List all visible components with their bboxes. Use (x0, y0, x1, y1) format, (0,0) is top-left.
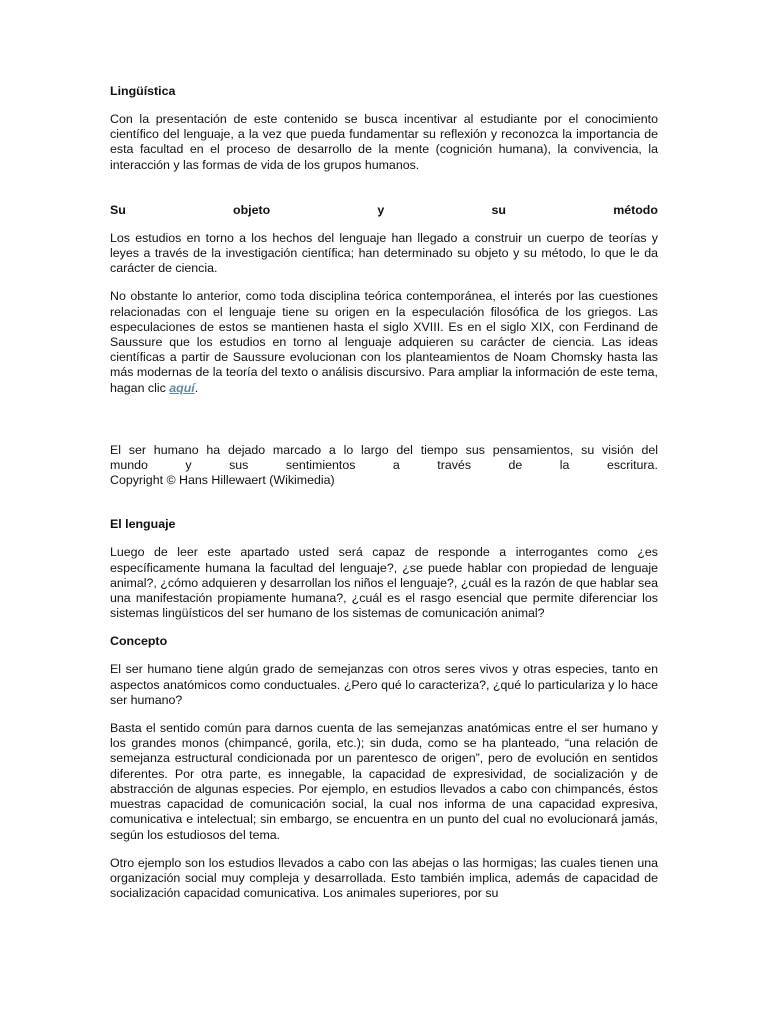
objeto-paragraph-2-text: No obstante lo anterior, como toda disciplina teórica contemporánea, el interés por las cuestiones relacionadas con el lenguaje tiene su origen en la especulación filosófica de los griegos. Las especulaciones de estos se mantienen hasta el siglo XVIII. Es en el siglo XIX, con Ferdinand de Saussure que los estudios en torno al lenguaje adquieren su carácter de ciencia. Las ideas científicas a partir de Saussure evolucionan con los planteamientos de Noam Chomsky hasta las más modernas de la teoría del texto o análisis discursivo. Para ampliar la información de este tema, hagan clic (110, 289, 658, 395)
concepto-paragraph-3: Otro ejemplo son los estudios llevados a cabo con las abejas o las hormigas; las cuales tienen una organización social muy compleja y desarrollada. Esto también implica, además de capacidad de socialización capacidad comunicativa. Los animales superiores, por su (110, 855, 658, 901)
heading-word: su (491, 202, 506, 217)
copyright-line: Copyright © Hans Hillewaert (Wikimedia) (110, 473, 335, 488)
objeto-paragraph-2-end: . (194, 380, 199, 395)
caption-word: escritura. (606, 458, 658, 473)
caption-word: la (559, 458, 570, 473)
image-caption (110, 443, 658, 489)
concepto-paragraph-2: Basta el sentido común para darnos cuenta de las semejanzas anatómicas entre el ser humano y los grandes monos (chimpancé, gorila, etc.); sin duda, como se ha planteado, “una relación de semejanza estructural condicionada por un parentesco de origen”, pero de evolución en sentidos diferentes. Por otra parte, es innegable, la capacidad de expresividad, de socialización y de abstracción de algunas especies. Por ejemplo, en estudios llevados a cabo con chimpancés, éstos muestras capacidad de comunicación social, la cual nos informa de una capacidad expresiva, comunicativa e intelectual; sin embargo, se encuentra en un punto del cual no evolucionará jamás, según los estudiosos del tema. (110, 721, 658, 842)
caption-word: de (508, 458, 523, 473)
section-heading-concepto: Concepto (110, 634, 168, 649)
caption-word: sus (229, 458, 249, 473)
caption-word: mundo (110, 458, 148, 473)
caption-word: través (437, 458, 472, 473)
heading-su-objeto-y-su-metodo (110, 203, 658, 218)
intro-paragraph: Con la presentación de este contenido se busca incentivar al estudiante por el conocimiento científico del lenguaje, a la vez que pueda fundamentar su reflexión y reconozca la importancia de esta facultad en el proceso de desarrollo de la mente (cognición humana), la convivencia, la interacción y las formas de vida de los grupos humanos. (110, 112, 658, 172)
heading-word: Su (110, 202, 126, 217)
heading-word: y (377, 202, 385, 217)
document-page (110, 84, 658, 901)
concepto-paragraph-1: El ser humano tiene algún grado de semejanzas con otros seres vivos y otras especies, tanto en aspectos anatómicos como conductuales. ¿Pero qué lo caracteriza?, ¿qué lo particulariza y lo hace ser humano? (110, 662, 658, 707)
lenguaje-paragraph-1: Luego de leer este apartado usted será capaz de responde a interrogantes como ¿es específicamente humana la facultad del lenguaje?, ¿se puede hablar con propiedad de lenguaje animal?, ¿cómo adquieren y desarrollan los niños el lenguaje?, ¿cuál es la razón de que hablar sea una manifestación propiamente humana?, ¿cuál es el rasgo esencial que permite diferenciar los sistemas lingüísticos del ser humano de los sistemas de comunicación animal? (110, 545, 658, 621)
caption-line-1 (110, 458, 658, 473)
heading-word: objeto (233, 202, 271, 217)
aqui-link[interactable]: aquí (169, 380, 195, 395)
caption-line-0: El ser humano ha dejado marcado a lo largo del tiempo sus pensamientos, su visión del (110, 442, 658, 457)
section-heading-lenguaje: El lenguaje (110, 517, 176, 532)
heading-word: método (613, 202, 658, 217)
caption-word: sentimientos (285, 458, 356, 473)
objeto-paragraph-1: Los estudios en torno a los hechos del lenguaje han llegado a construir un cuerpo de teorías y leyes a través de la investigación científica; han determinado su objeto y su método, lo que le da carácter de ciencia. (110, 230, 658, 276)
caption-word: y (185, 458, 192, 473)
document-title: Lingüística (110, 84, 176, 98)
objeto-paragraph-2 (110, 289, 658, 395)
caption-word: a (392, 458, 400, 473)
